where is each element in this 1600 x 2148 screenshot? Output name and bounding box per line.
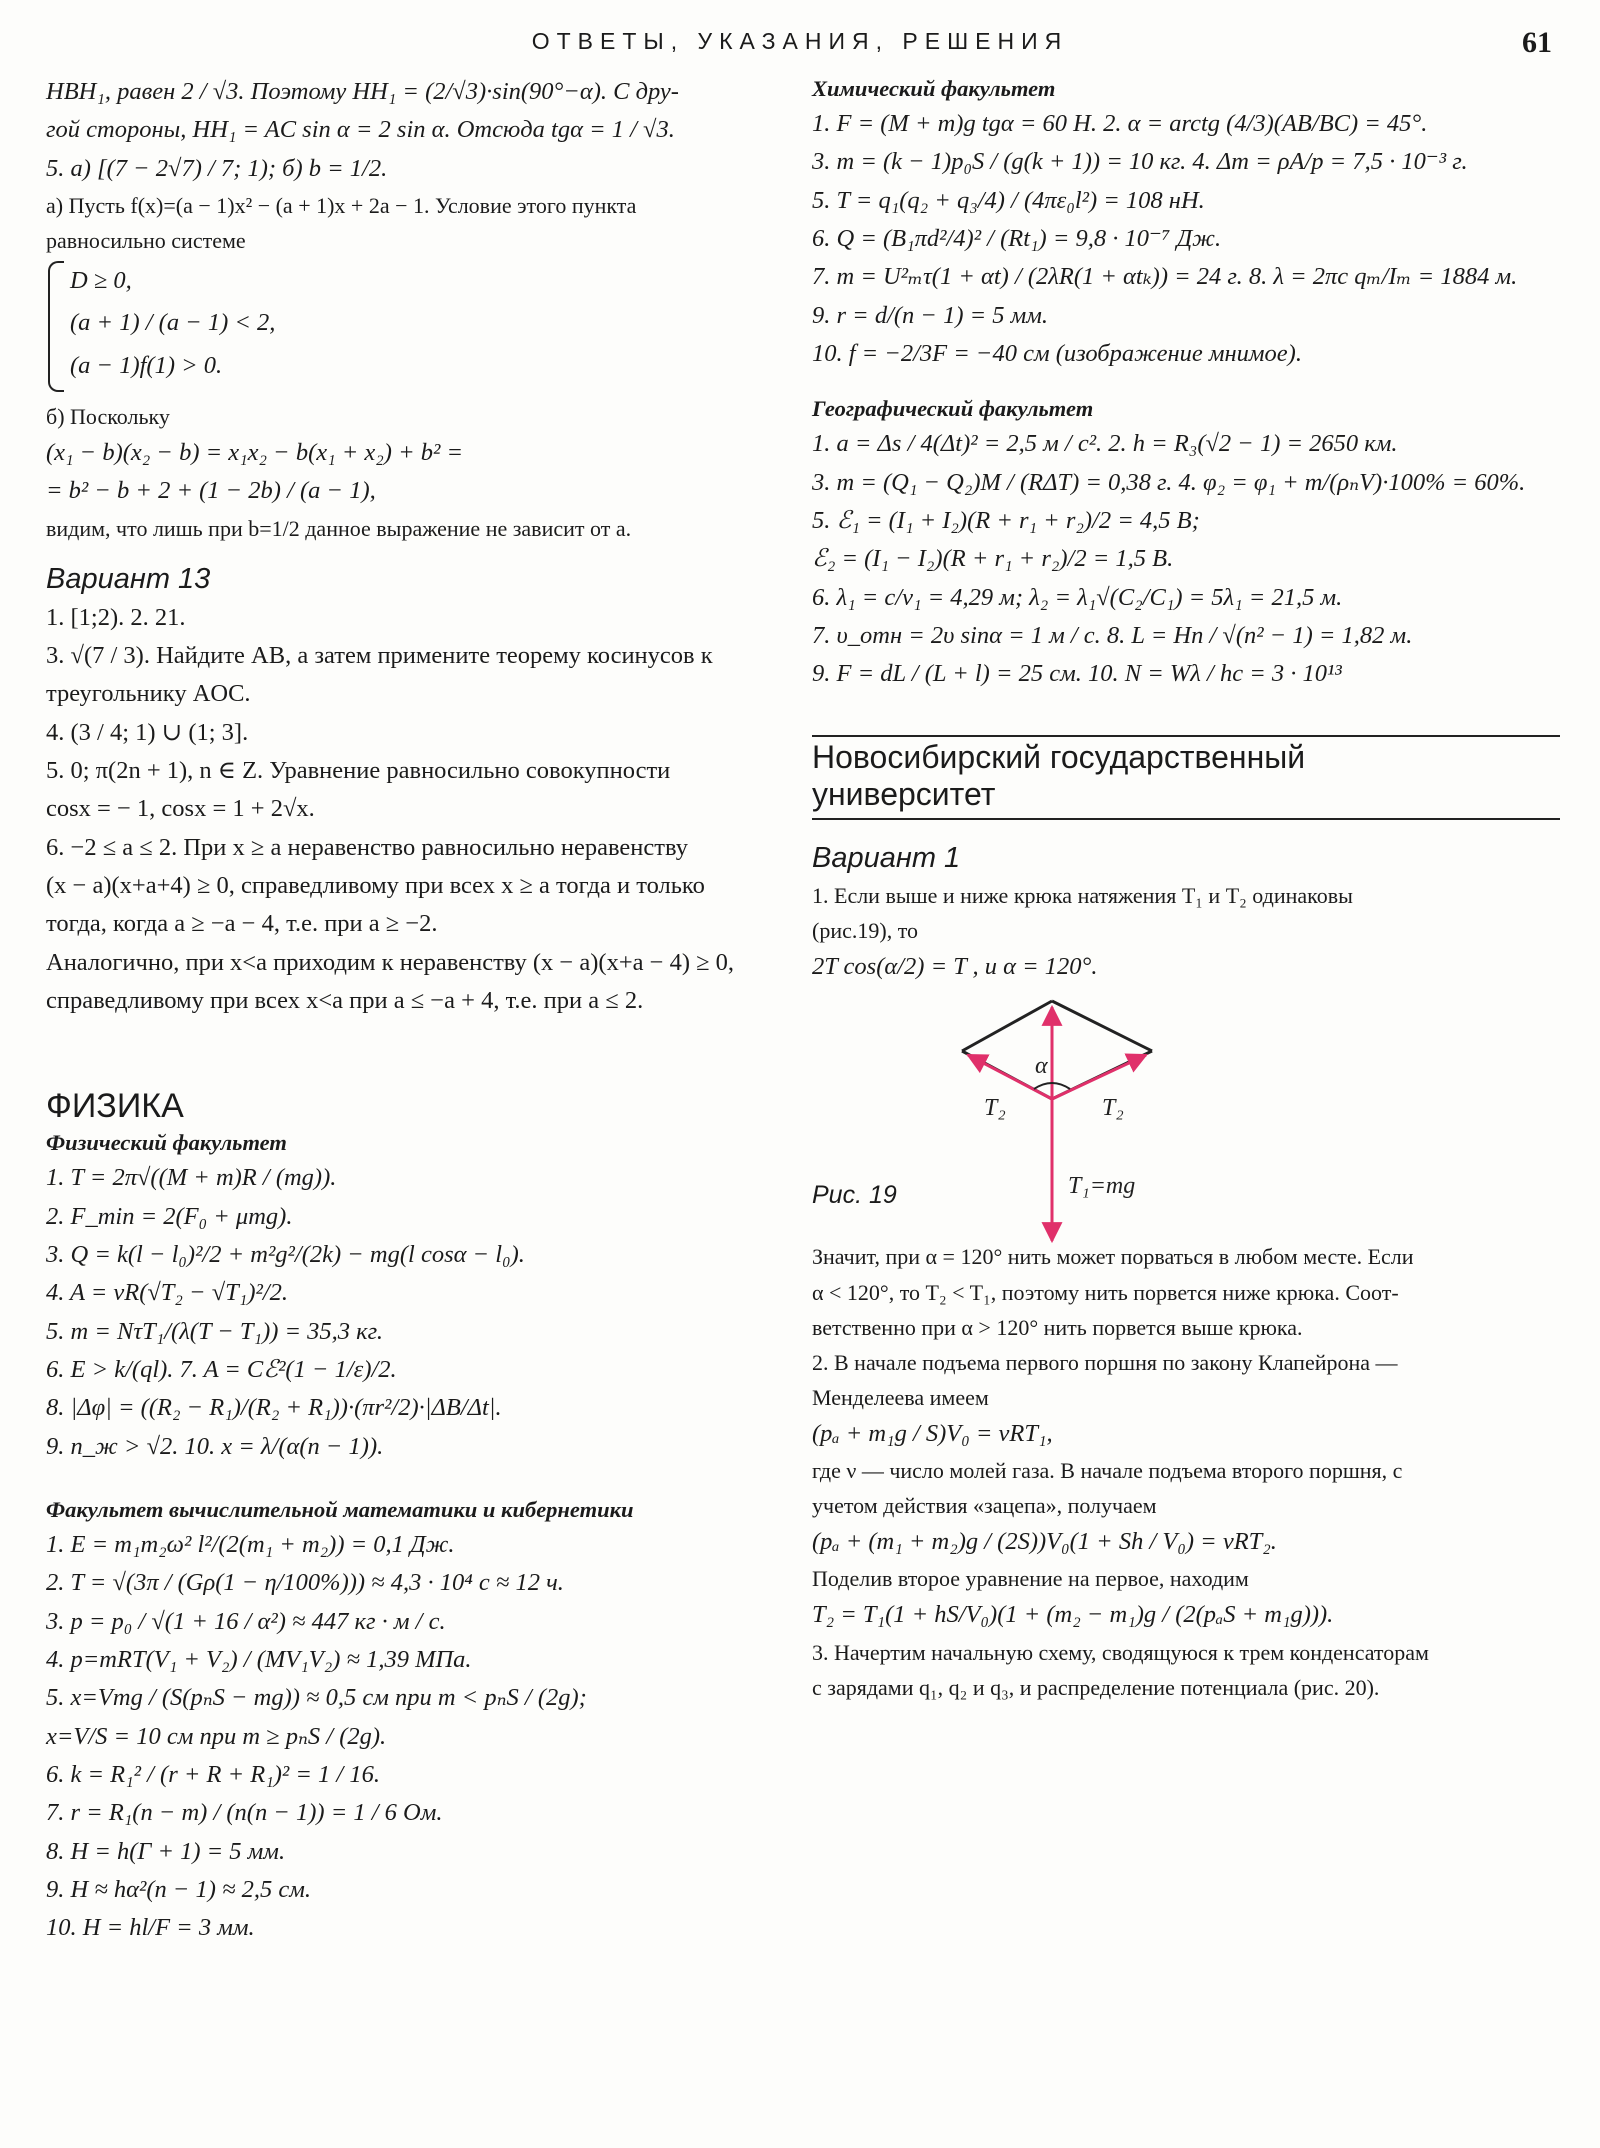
answer-line: 1. T = 2π√((M + m)R / (mg)). <box>46 1164 337 1192</box>
answer-line: 4. A = νR(√T₂ − √T₁)²/2. <box>46 1279 289 1307</box>
arrow-t2-right <box>1052 1055 1146 1099</box>
answer-line: 6. λ₁ = c/ν₁ = 4,29 м; λ₂ = λ₁√(C₂/C₁) = 5λ₁ = 21,5 м. <box>812 583 1343 611</box>
text-line: гой стороны, HH₁ = AC sin α = 2 sin α. Отсюда tgα = 1 / √3. <box>46 116 675 144</box>
physics-heading: ФИЗИКА <box>46 1087 184 1126</box>
variant-13-heading: Вариант 13 <box>46 562 211 595</box>
answer-line: 6. k = R₁² / (r + R + R₁)² = 1 / 16. <box>46 1760 380 1788</box>
text-line: Поделив второе уравнение на первое, находим <box>812 1566 1249 1592</box>
answer-line: треугольнику AOC. <box>46 680 251 708</box>
answer-line: 1. E = m₁m₂ω² l²/(2(m₁ + m₂)) = 0,1 Дж. <box>46 1530 455 1558</box>
answer-line: 5. а) [(7 − 2√7) / 7; 1); б) b = 1/2. <box>46 154 388 182</box>
text-line: α < 120°, то T₂ < T₁, поэтому нить порвется ниже крюка. Соот- <box>812 1279 1399 1305</box>
answer-line: Аналогично, при x<a приходим к неравенству (x − a)(x+a − 4) ≥ 0, <box>46 948 735 976</box>
answer-line: 6. −2 ≤ a ≤ 2. При x ≥ a неравенство равносильно неравенству <box>46 833 688 861</box>
answer-line: 1. a = Δs / 4(Δt)² = 2,5 м / с². 2. h = R₃(√2 − 1) = 2650 км. <box>812 430 1398 458</box>
text-line: ветственно при α > 120° нить порвется выше крюка. <box>812 1314 1303 1340</box>
answer-line: 1. F = (M + m)g tgα = 60 Н. 2. α = arctg (4/3)(AB/BC) = 45°. <box>812 110 1428 137</box>
formula-line: (pₐ + (m₁ + m₂)g / (2S))V₀(1 + Sh / V₀) = νRT₂. <box>812 1528 1277 1556</box>
chem-faculty-heading: Химический факультет <box>812 76 1056 101</box>
system-brace <box>48 261 64 392</box>
text-line: Менделеева имеем <box>812 1384 989 1410</box>
text-line: (рис.19), то <box>812 918 919 944</box>
answer-line: 3. Q = k(l − l₀)²/2 + m²g²/(2k) − mg(l cosα − l₀). <box>46 1241 525 1269</box>
answer-line: 9. r = d/(n − 1) = 5 мм. <box>812 301 1049 329</box>
answer-line: 4. p=mRT(V₁ + V₂) / (MV₁V₂) ≈ 1,39 МПа. <box>46 1645 472 1673</box>
answer-line: 1. [1;2). 2. 21. <box>46 603 186 631</box>
label-alpha: α <box>1035 1053 1048 1080</box>
answer-line: 2. F_min = 2(F₀ + μmg). <box>46 1202 293 1230</box>
answer-line: 9. F = dL / (L + l) = 25 см. 10. N = Wλ / hc = 3 · 10¹³ <box>812 660 1342 688</box>
label-t2-left: T₂ <box>984 1095 1006 1122</box>
label-t1: T₁=mg <box>1068 1173 1136 1200</box>
text-line: учетом действия «зацепа», получаем <box>812 1493 1157 1518</box>
answer-line: справедливому при всех x<a при a ≤ −a + 4, т.е. при a ≤ 2. <box>46 987 644 1015</box>
page-number: 61 <box>1522 26 1552 59</box>
answer-line: ℰ₂ = (I₁ − I₂)(R + r₁ + r₂)/2 = 1,5 В. <box>812 545 1174 573</box>
system-row: D ≥ 0, <box>70 267 132 295</box>
answer-line: 5. T = q₁(q₂ + q₃/4) / (4πε₀l²) = 108 нН. <box>812 186 1205 214</box>
answer-line: 5. m = NτT₁/(λ(T − T₁)) = 35,3 кг. <box>46 1317 383 1345</box>
answer-line: 5. 0; π(2n + 1), n ∈ Z. Уравнение равносильно совокупности <box>46 757 671 785</box>
text-line: равносильно системе <box>46 228 246 254</box>
formula-line: (pₐ + m₁g / S)V₀ = νRT₁, <box>812 1419 1053 1447</box>
answer-line: x=V/S = 10 см при m ≥ pₙS / (2g). <box>46 1722 387 1750</box>
tension-diagram <box>812 991 1552 1251</box>
answer-line: 10. f = −2/3F = −40 см (изображение мнимое). <box>812 339 1302 367</box>
text-line: HBH₁, равен 2 / √3. Поэтому HH₁ = (2/√3)·sin(90°−α). С дру- <box>46 78 679 105</box>
equation-system <box>48 261 806 392</box>
answer-line: 2. T = √(3π / (Gρ(1 − η/100%))) ≈ 4,3 · 10⁴ с ≈ 12 ч. <box>46 1569 564 1597</box>
text-line: б) Поскольку <box>46 404 170 430</box>
text-line: с зарядами q₁, q₂ и q₃, и распределение потенциала (рис. 20). <box>812 1674 1380 1700</box>
formula-line: (x₁ − b)(x₂ − b) = x₁x₂ − b(x₁ + x₂) + b² = <box>46 439 464 467</box>
formula-line: = b² − b + 2 + (1 − 2b) / (a − 1), <box>46 477 376 505</box>
answer-line: 7. υ_отн = 2υ sinα = 1 м / с. 8. L = Hn / √(n² − 1) = 1,82 м. <box>812 621 1413 649</box>
text-line: Значит, при α = 120° нить может порваться в любом месте. Если <box>812 1244 1414 1270</box>
right-column <box>812 76 1560 1708</box>
answer-line: 10. H = hl/F = 3 мм. <box>46 1914 255 1942</box>
answer-line: cosx = − 1, cosx = 1 + 2√x. <box>46 795 315 823</box>
text-line: а) Пусть f(x)=(a − 1)x² − (a + 1)x + 2a − 1. Условие этого пункта <box>46 192 637 218</box>
answer-line: 7. r = R₁(n − m) / (n(n − 1)) = 1 / 6 Ом. <box>46 1799 443 1827</box>
answer-line: 3. √(7 / 3). Найдите AB, а затем примените теорему косинусов к <box>46 642 713 670</box>
answer-line: 8. |Δφ| = ((R₂ − R₁)/(R₂ + R₁))·(πr²/2)·|ΔB/Δt|. <box>46 1394 502 1422</box>
phys-faculty-heading: Физический факультет <box>46 1130 287 1156</box>
answer-line: 9. H ≈ hα²(n − 1) ≈ 2,5 см. <box>46 1875 312 1903</box>
text-line: 1. Если выше и ниже крюка натяжения T₁ и T₂ одинаковы <box>812 883 1353 909</box>
formula-line: 2T cos(α/2) = T , и α = 120°. <box>812 953 1098 981</box>
formula-line: T₂ = T₁(1 + hS/V₀)(1 + (m₂ − m₁)g / (2(pₐS + m₁g))). <box>812 1601 1334 1629</box>
text-line: где ν — число молей газа. В начале подъема второго поршня, с <box>812 1457 1403 1483</box>
answer-line: 5. x=Vmg / (S(pₙS − mg)) ≈ 0,5 см при m < pₙS / (2g); <box>46 1684 587 1712</box>
answer-line: 7. m = U²ₘτ(1 + αt) / (2λR(1 + αtₖ)) = 24 г. 8. λ = 2πc qₘ/Iₘ = 1884 м. <box>812 263 1518 291</box>
answer-line: 9. n_ж > √2. 10. x = λ/(α(n − 1)). <box>46 1432 384 1460</box>
system-row: (a − 1)f(1) > 0. <box>70 351 223 379</box>
rope-upper-left <box>962 1001 1052 1051</box>
answer-line: 6. Q = (B₁πd²/4)² / (Rt₁) = 9,8 · 10⁻⁷ Дж. <box>812 224 1222 252</box>
text-line: 2. В начале подъема первого поршня по закону Клапейрона — <box>812 1349 1398 1375</box>
nsu-heading-block <box>812 735 1560 821</box>
text-line: 3. Начертим начальную схему, сводящуюся к трем конденсаторам <box>812 1639 1429 1665</box>
system-row: (a + 1) / (a − 1) < 2, <box>70 309 276 337</box>
running-head: ОТВЕТЫ, УКАЗАНИЯ, РЕШЕНИЯ <box>531 28 1069 54</box>
nsu-heading-line2: университет <box>812 776 996 813</box>
answer-line: (x − a)(x+a+4) ≥ 0, справедливому при всех x ≥ a тогда и только <box>46 872 705 900</box>
answer-line: 4. (3 / 4; 1) ∪ (1; 3]. <box>46 718 249 746</box>
vmk-faculty-heading: Факультет вычислительной математики и кибернетики <box>46 1496 634 1522</box>
answer-line: 6. E > k/(ql). 7. A = Cℰ²(1 − 1/ε)/2. <box>46 1356 397 1383</box>
answer-line: 8. H = h(Γ + 1) = 5 мм. <box>46 1837 286 1865</box>
geo-faculty-heading: Географический факультет <box>812 396 1094 422</box>
figure-caption: Рис. 19 <box>812 1181 897 1210</box>
left-column <box>46 76 806 1951</box>
answer-line: 5. ℰ₁ = (I₁ + I₂)(R + r₁ + r₂)/2 = 4,5 В; <box>812 506 1200 534</box>
answer-line: 3. m = (k − 1)p₀S / (g(k + 1)) = 10 кг. 4. Δm = ρA/p = 7,5 · 10⁻³ г. <box>812 148 1468 176</box>
rope-upper-right <box>1052 1001 1152 1051</box>
variant-1-heading: Вариант 1 <box>812 842 961 875</box>
answer-line: 3. m = (Q₁ − Q₂)M / (RΔT) = 0,38 г. 4. φ₂ = φ₁ + m/(ρₙV)·100% = 60%. <box>812 468 1526 496</box>
nsu-heading-line1: Новосибирский государственный <box>812 738 1306 775</box>
answer-line: тогда, когда a ≥ −a − 4, т.е. при a ≥ −2. <box>46 910 438 938</box>
figure-19 <box>812 991 1552 1251</box>
answer-line: 3. p = p₀ / √(1 + 16 / α²) ≈ 447 кг · м / с. <box>46 1607 446 1635</box>
label-t2-right: T₂ <box>1102 1095 1124 1122</box>
text-line: видим, что лишь при b=1/2 данное выражение не зависит от a. <box>46 515 632 541</box>
